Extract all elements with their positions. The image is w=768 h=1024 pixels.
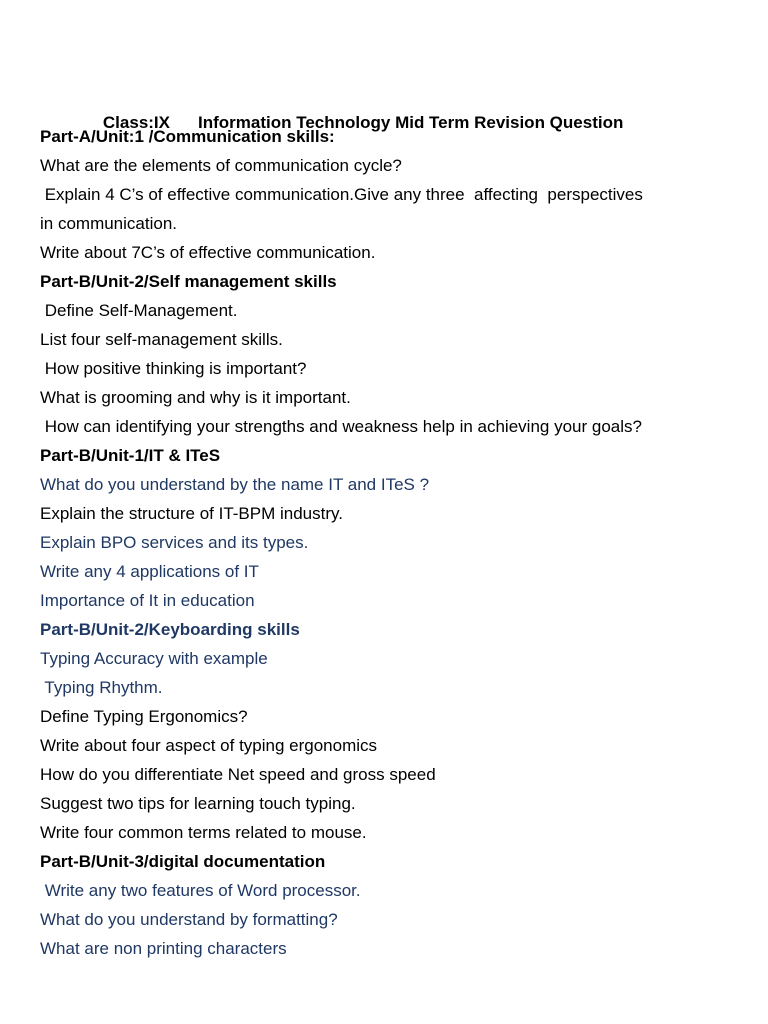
question-line: What do you understand by the name IT and ITeS ? bbox=[40, 475, 430, 494]
question-line: Define Typing Ergonomics? bbox=[40, 707, 248, 726]
question-line: How can identifying your strengths and weakness help in achieving your goals? bbox=[40, 417, 642, 436]
question-line: Write any 4 applications of IT bbox=[40, 562, 259, 581]
question-line: What are non printing characters bbox=[40, 939, 287, 958]
section-heading: Part-A/Unit:1 /Communication skills: bbox=[40, 127, 335, 146]
question-line: in communication. bbox=[40, 214, 178, 233]
class-label: Class:IX bbox=[102, 113, 170, 132]
question-line: Write any two features of Word processor. bbox=[40, 881, 361, 900]
question-line: Explain 4 C’s of effective communication.Give any three affecting perspectives bbox=[40, 185, 643, 204]
question-line: Suggest two tips for learning touch typing. bbox=[40, 794, 356, 813]
question-line: Write about 7C’s of effective communication. bbox=[40, 243, 376, 262]
question-line: What is grooming and why is it important. bbox=[40, 388, 351, 407]
question-line: List four self-management skills. bbox=[40, 330, 283, 349]
question-list bbox=[40, 122, 740, 963]
question-line: Typing Accuracy with example bbox=[40, 649, 268, 668]
question-line: How do you differentiate Net speed and gross speed bbox=[40, 765, 436, 784]
question-line: Write about four aspect of typing ergonomics bbox=[40, 736, 378, 755]
question-line: Write four common terms related to mouse. bbox=[40, 823, 367, 842]
section-heading: Part-B/Unit-1/IT & ITeS bbox=[40, 446, 221, 465]
question-line: Importance of It in education bbox=[40, 591, 255, 610]
question-line: Define Self-Management. bbox=[40, 301, 238, 320]
question-line: What are the elements of communication cycle? bbox=[40, 156, 402, 175]
section-heading: Part-B/Unit-3/digital documentation bbox=[40, 852, 326, 871]
section-heading: Part-B/Unit-2/Keyboarding skills bbox=[40, 620, 300, 639]
question-line: Typing Rhythm. bbox=[40, 678, 163, 697]
question-line: What do you understand by formatting? bbox=[40, 910, 338, 929]
question-line: How positive thinking is important? bbox=[40, 359, 307, 378]
section-heading: Part-B/Unit-2/Self management skills bbox=[40, 272, 337, 291]
question-line: Explain the structure of IT-BPM industry. bbox=[40, 504, 343, 523]
document-title: Information Technology Mid Term Revision Question bbox=[198, 113, 624, 132]
question-line: Explain BPO services and its types. bbox=[40, 533, 309, 552]
